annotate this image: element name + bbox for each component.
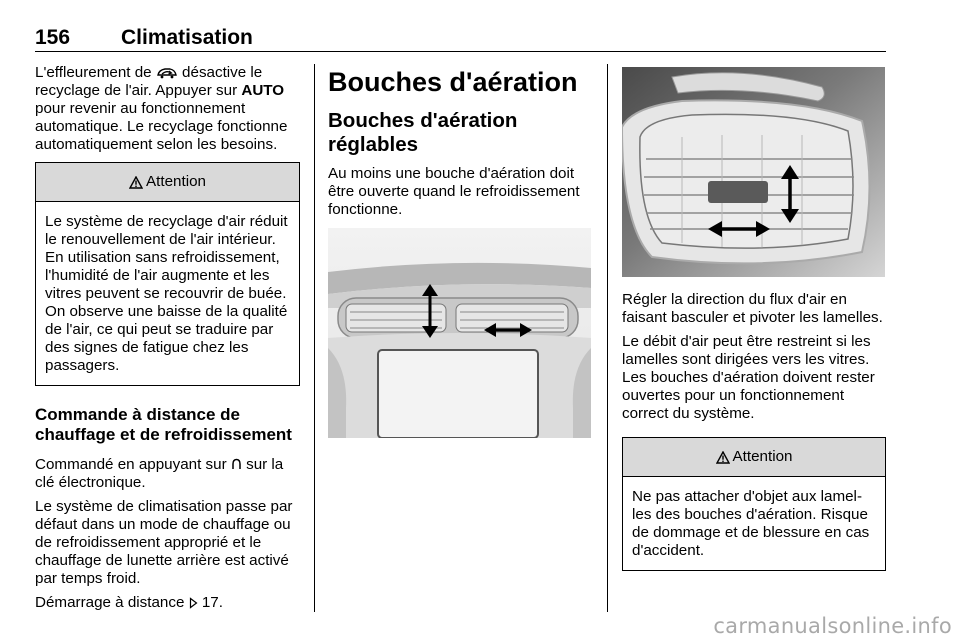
paragraph-vent-flow: Le débit d'air peut être restreint si les lamelles sont dirigées vers les vitres. Les bouches d'aération doivent rester ouvertes pour un fonctionnement correct du système.: [622, 333, 875, 422]
auto-label: AUTO: [241, 82, 285, 99]
page-title: Climatisation: [121, 26, 253, 49]
warning-box: [622, 437, 886, 571]
column-divider: [314, 64, 315, 612]
warning-text: Le système de recyclage d'air réduit le renouvellement de l'air intérieur. En utilisation sans refroidissement, l'humidité de l'air augmente et les vitres peuvent se recouvrir de buée. On observe une baisse de la qualité de l'air, ce qui peut se traduire par des signes de fatigue chez les passagers.: [45, 213, 288, 374]
vent-closeup-illustration: [622, 67, 885, 277]
section-heading-vents: Bouches d'aération: [328, 67, 578, 97]
paragraph-recirculation: L'effleurement de désactive le recyclage de l'air. Appuyer sur AUTO pour revenir au fonctionnement automatique. Le recyclage fonctionne automatiquement selon les besoins.: [35, 64, 288, 153]
paragraph-remote-command: Commandé en appuyant sur sur la clé électronique.: [35, 456, 284, 491]
remote-start-icon: [231, 458, 242, 471]
page-header: [35, 26, 886, 52]
paragraph-vent-direction: Régler la direction du flux d'air en faisant basculer et pivoter les lamelles.: [622, 291, 883, 326]
column-divider: [607, 64, 608, 612]
dashboard-vents-illustration: [328, 228, 591, 438]
warning-triangle-icon: [129, 176, 143, 189]
paragraph-climate-default: Le système de climatisation passe par défaut dans un mode de chauffage ou de refroidissement approprié et le chauffage de lunette arrière est activé par temps froid.: [35, 498, 293, 587]
warning-header: [623, 438, 885, 477]
paragraph-vent-open: Au moins une bouche d'aération doit être ouverte quand le refroidissement fonctionne.: [328, 165, 580, 218]
section-heading-remote: Commande à distance de chauffage et de refroidissement: [35, 405, 292, 444]
warning-title: Attention: [732, 448, 793, 465]
warning-header: [36, 163, 299, 202]
column-middle: [328, 64, 593, 438]
paragraph-remote-start: Démarrage à distance 17.: [35, 594, 223, 611]
watermark: carmanualsonline.info: [713, 614, 952, 638]
recirculation-car-icon: [156, 67, 178, 79]
page-number: 156: [35, 26, 71, 49]
warning-triangle-icon: [716, 451, 730, 464]
subsection-heading-adjustable-vents: Bouches d'aération réglables: [328, 109, 518, 156]
warning-text: Ne pas attacher d'objet aux lamelles des bouches d'aération. Risque de dommage et de blessure en cas d'accident.: [632, 488, 870, 559]
warning-title: Attention: [146, 173, 206, 190]
warning-box: [35, 162, 300, 386]
page-reference-icon: [189, 597, 198, 609]
column-right: [622, 67, 886, 571]
column-left: [35, 64, 300, 618]
